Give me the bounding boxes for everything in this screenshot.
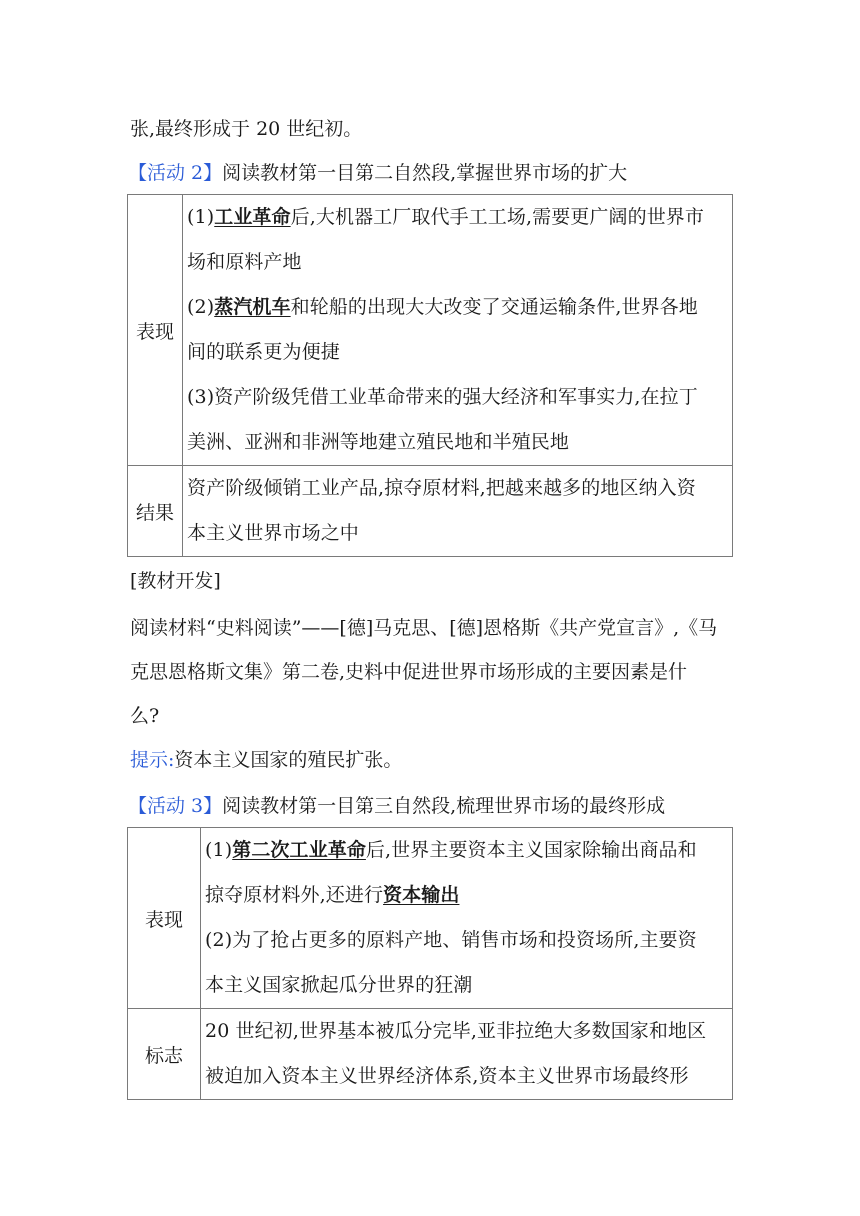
content-line: (3)资产阶级凭借工业革命带来的强大经济和军事实力,在拉丁 [187, 386, 698, 408]
content-line: (1)第二次工业革命后,世界主要资本主义国家除输出商品和 [205, 839, 697, 861]
row-label: 标志 [128, 1009, 201, 1100]
content-line: 资产阶级倾销工业产品,掠夺原材料,把越来越多的地区纳入资 [187, 477, 696, 499]
activity2-title: 阅读教材第一目第二自然段,掌握世界市场的扩大 [222, 162, 628, 184]
activity2-table [127, 194, 733, 557]
row-label: 表现 [128, 195, 183, 466]
content-line: 20 世纪初,世界基本被瓜分完毕,亚非拉绝大多数国家和地区 [205, 1020, 707, 1042]
table-row [128, 466, 733, 557]
key-term: 工业革命 [214, 206, 291, 228]
activity3-heading [128, 794, 728, 818]
content-line: 美洲、亚洲和非洲等地建立殖民地和半殖民地 [187, 431, 570, 453]
content-line: (1)工业革命后,大机器工厂取代手工工场,需要更广阔的世界市 [187, 206, 705, 228]
material-heading: [教材开发] [130, 570, 221, 592]
row-label: 表现 [128, 828, 201, 1009]
activity3-title: 阅读教材第一目第三自然段,梳理世界市场的最终形成 [222, 795, 666, 817]
intro-line: 张,最终形成于 20 世纪初。 [130, 118, 363, 140]
content-line: 间的联系更为便捷 [187, 341, 340, 363]
key-term: 资本输出 [383, 884, 460, 906]
row-label: 结果 [128, 466, 183, 557]
activity2-heading [128, 161, 728, 185]
content-line: 被迫加入资本主义世界经济体系,资本主义世界市场最终形 [205, 1065, 689, 1087]
content-line: 本主义国家掀起瓜分世界的狂潮 [205, 974, 473, 996]
content-line: 掠夺原材料外,还进行资本输出 [205, 884, 460, 906]
content-line: (2)蒸汽机车和轮船的出现大大改变了交通运输条件,世界各地 [187, 296, 698, 318]
hint-line [130, 748, 730, 772]
content-line: (2)为了抢占更多的原料产地、销售市场和投资场所,主要资 [205, 929, 697, 951]
key-term: 蒸汽机车 [214, 296, 291, 318]
hint-label: 提示: [130, 749, 175, 771]
row-content [183, 466, 733, 557]
content-line: 场和原料产地 [187, 251, 302, 273]
activity2-tag: 【活动 2】 [128, 162, 223, 184]
table-row [128, 195, 733, 466]
table-row [128, 828, 733, 1009]
activity3-tag: 【活动 3】 [128, 795, 223, 817]
key-term: 第二次工业革命 [232, 839, 366, 861]
row-content [201, 828, 733, 1009]
activity3-table [127, 827, 733, 1100]
question-line: 阅读材料“史料阅读”——[德]马克思、[德]恩格斯《共产党宣言》,《马 [130, 617, 718, 639]
row-content [201, 1009, 733, 1100]
question-line: 么? [130, 705, 160, 727]
content-line: 本主义世界市场之中 [187, 522, 359, 544]
table-row [128, 1009, 733, 1100]
question-line: 克思恩格斯文集》第二卷,史料中促进世界市场形成的主要因素是什 [130, 661, 688, 683]
hint-text: 资本主义国家的殖民扩张。 [174, 749, 403, 771]
row-content [183, 195, 733, 466]
